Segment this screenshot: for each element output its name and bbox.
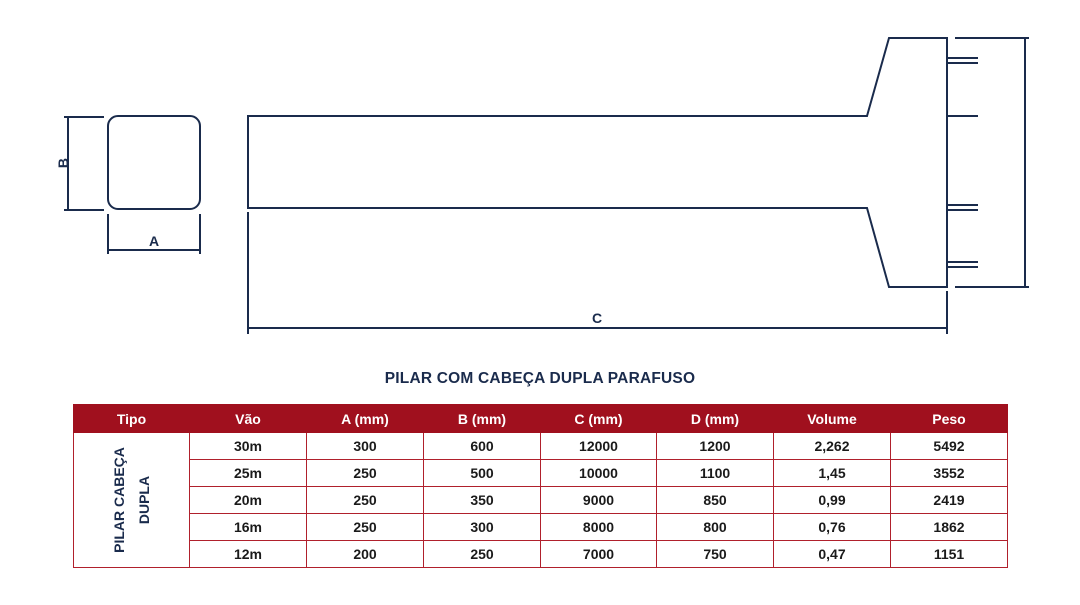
- dimension-label-c: C: [591, 310, 603, 326]
- cell-d: 750: [657, 541, 774, 568]
- table-header-row: [74, 405, 1008, 433]
- cell-c: 10000: [541, 460, 657, 487]
- cell-a: 250: [307, 460, 424, 487]
- cell-b: 600: [424, 433, 541, 460]
- cell-volume: 0,47: [774, 541, 891, 568]
- cell-b: 250: [424, 541, 541, 568]
- type-label-line2: DUPLA: [135, 475, 152, 525]
- specification-table: [73, 404, 1008, 568]
- cell-a: 200: [307, 541, 424, 568]
- header-a: A (mm): [307, 405, 424, 433]
- cell-volume: 1,45: [774, 460, 891, 487]
- cell-a: 250: [307, 514, 424, 541]
- header-c: C (mm): [541, 405, 657, 433]
- cell-b: 300: [424, 514, 541, 541]
- cell-c: 12000: [541, 433, 657, 460]
- cell-vao: 16m: [190, 514, 307, 541]
- cell-vao: 12m: [190, 541, 307, 568]
- header-volume: Volume: [774, 405, 891, 433]
- dimension-d: [955, 38, 1029, 287]
- cell-a: 250: [307, 487, 424, 514]
- table-row: [74, 541, 1008, 568]
- table-title: PILAR COM CABEÇA DUPLA PARAFUSO: [384, 370, 696, 387]
- header-peso: Peso: [891, 405, 1008, 433]
- cell-d: 1100: [657, 460, 774, 487]
- cell-b: 500: [424, 460, 541, 487]
- cross-section-square: [108, 116, 200, 209]
- cell-volume: 0,76: [774, 514, 891, 541]
- table-row: [74, 514, 1008, 541]
- cell-c: 8000: [541, 514, 657, 541]
- header-tipo: Tipo: [74, 405, 190, 433]
- cell-vao: 30m: [190, 433, 307, 460]
- pillar-side-view: [248, 38, 947, 287]
- cell-c: 9000: [541, 487, 657, 514]
- type-cell: [74, 433, 190, 568]
- header-b: B (mm): [424, 405, 541, 433]
- cell-a: 300: [307, 433, 424, 460]
- cell-peso: 1151: [891, 541, 1008, 568]
- type-label-line1: PILAR CABEÇA: [110, 447, 127, 553]
- cell-peso: 3552: [891, 460, 1008, 487]
- table-row: [74, 460, 1008, 487]
- table-row: [74, 487, 1008, 514]
- header-vao: Vão: [190, 405, 307, 433]
- cell-c: 7000: [541, 541, 657, 568]
- cell-volume: 0,99: [774, 487, 891, 514]
- header-d: D (mm): [657, 405, 774, 433]
- dimension-label-b: B: [55, 157, 71, 169]
- cell-peso: 2419: [891, 487, 1008, 514]
- cell-volume: 2,262: [774, 433, 891, 460]
- cell-b: 350: [424, 487, 541, 514]
- cell-d: 1200: [657, 433, 774, 460]
- cell-d: 850: [657, 487, 774, 514]
- cell-vao: 20m: [190, 487, 307, 514]
- cell-peso: 5492: [891, 433, 1008, 460]
- cell-vao: 25m: [190, 460, 307, 487]
- cell-peso: 1862: [891, 514, 1008, 541]
- table-row: [74, 433, 1008, 460]
- cell-d: 800: [657, 514, 774, 541]
- dimension-label-a: A: [148, 233, 160, 249]
- bolts: [947, 58, 978, 267]
